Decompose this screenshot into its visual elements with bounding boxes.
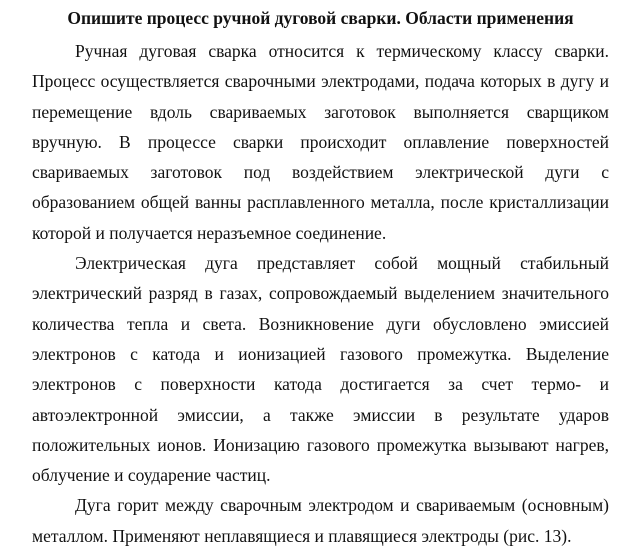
paragraph-electric-arc: Электрическая дуга представляет собой мощный стабильный электрический разряд в газах, сопровождаемый выделением значительного количества тепла и света. Возникновение дуги обусловлено эмиссией электронов с катода и ионизацией газового промежутка. Выделение электронов с поверхности катода достигается за счет термо- и автоэлектронной эмиссии, а также эмиссии в результате ударов положительных ионов. Ионизацию газового промежутка вызывают нагрев, облучение и соударение частиц.: [32, 253, 609, 486]
document-page: [32, 6, 609, 551]
paragraph-manual-arc-welding: Ручная дуговая сварка относится к термическому классу сварки. Процесс осуществляется сварочными электродами, подача которых в дугу и перемещение вдоль свариваемых заготовок выполняется сварщиком вручную. В процессе сварки происходит оплавление поверхностей свариваемых заготовок под воздействием электрической дуги с образованием общей ванны расплавленного металла, после кристаллизации которой и получается неразъемное соединение.: [32, 41, 609, 243]
paragraph-electrodes: Дуга горит между сварочным электродом и свариваемым (основным) металлом. Применяют неплавящиеся и плавящиеся электроды (рис. 13).: [32, 495, 609, 546]
document-heading: Опишите процесс ручной дуговой сварки. Области применения: [67, 8, 574, 28]
